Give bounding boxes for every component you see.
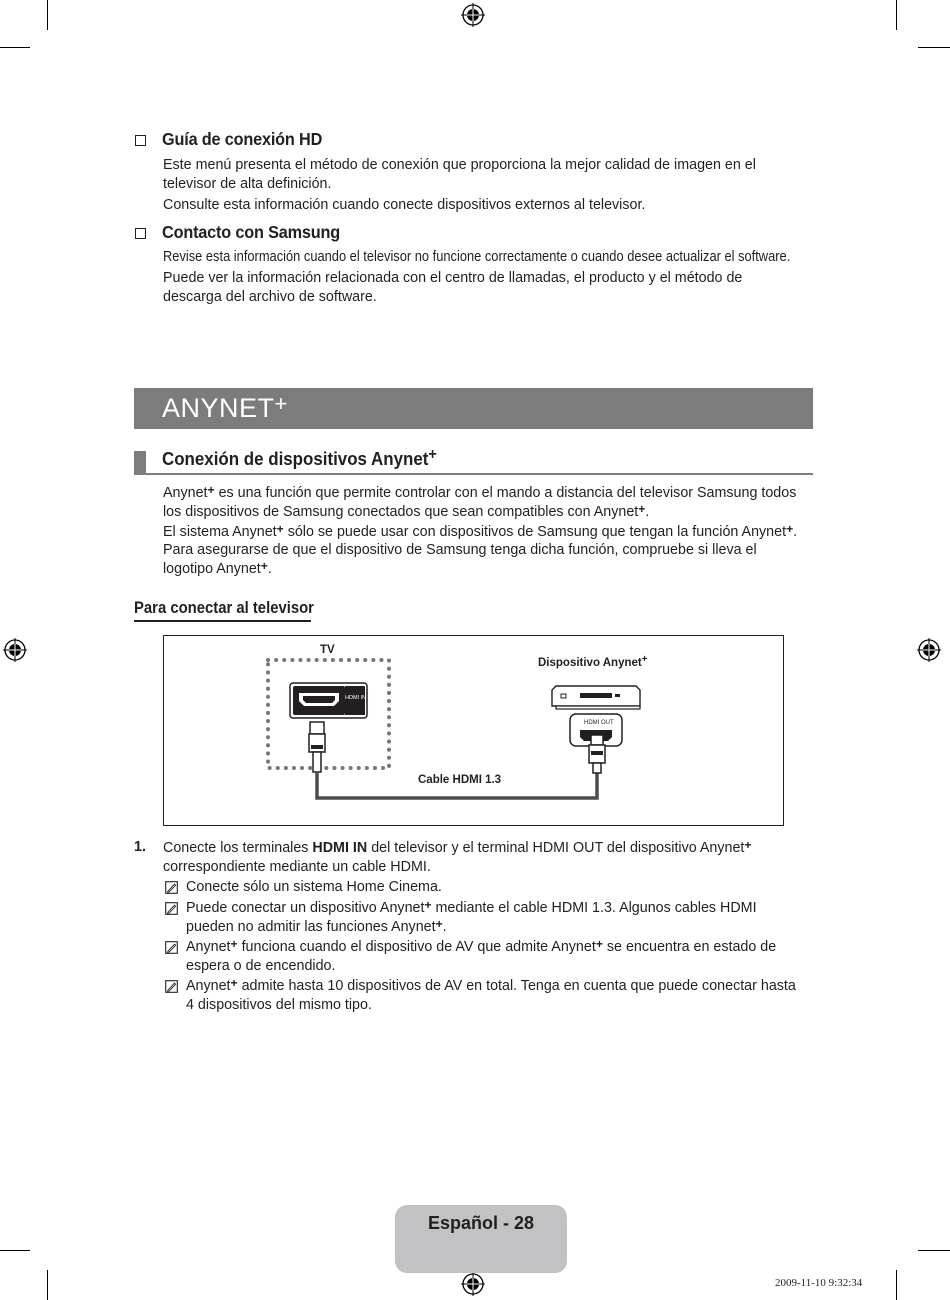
tv-label: TV	[320, 644, 335, 656]
crop-mark	[0, 47, 30, 48]
intro-line: Para asegurarse de que el dispositivo de Samsung tenga dicha función, compruebe si lleva el	[163, 542, 757, 558]
paragraph-line: Consulte esta información cuando conecte dispositivos externos al televisor.	[163, 197, 646, 213]
cable-label: Cable HDMI 1.3	[418, 774, 502, 786]
note-icon	[165, 902, 178, 915]
note-line: espera o de encendido.	[186, 958, 336, 974]
note-icon	[165, 941, 178, 954]
subheading: Para conectar al televisor	[134, 599, 314, 617]
note-icon	[165, 881, 178, 894]
note-line: Anynet+ admite hasta 10 dispositivos de AV en total. Tenga en cuenta que puede conectar hasta	[186, 976, 796, 994]
registration-mark-icon	[461, 1272, 485, 1296]
paragraph-line: Revise esta información cuando el televisor no funcione correctamente o cuando desee actualizar el software.	[163, 249, 791, 265]
crop-mark	[47, 0, 48, 30]
crop-mark	[47, 1270, 48, 1300]
heading-underline	[134, 473, 813, 475]
paragraph-line: televisor de alta definición.	[163, 176, 332, 192]
crop-mark	[918, 47, 950, 48]
page-number: Español - 28	[427, 1213, 535, 1233]
note-line: 4 dispositivos del mismo tipo.	[186, 997, 372, 1013]
hdmi-out-port-label: HDMI OUT	[584, 720, 614, 726]
connection-diagram	[163, 635, 784, 826]
print-timestamp: 2009-11-10 9:32:34	[775, 1277, 863, 1289]
paragraph-line: Puede ver la información relacionada con el centro de llamadas, el producto y el método de	[163, 270, 743, 286]
note-icon	[165, 980, 178, 993]
checkbox-bullet-icon	[135, 135, 146, 146]
connection-diagram-drawing	[164, 636, 785, 827]
chapter-banner	[134, 388, 813, 429]
paragraph-line: Este menú presenta el método de conexión que proporciona la mejor calidad de imagen en el	[163, 157, 756, 173]
checkbox-bullet-icon	[135, 228, 146, 239]
note-line: Conecte sólo un sistema Home Cinema.	[186, 879, 442, 895]
device-label: Dispositivo Anynet+	[538, 654, 648, 669]
hdmi-in-port-label: HDMI IN	[345, 695, 367, 701]
crop-mark	[896, 1270, 897, 1300]
intro-line: los dispositivos de Samsung conectados que sean compatibles con Anynet+.	[163, 502, 650, 520]
registration-mark-icon	[3, 638, 27, 662]
intro-line: El sistema Anynet+ sólo se puede usar con dispositivos de Samsung que tengan la función Anynet+.	[163, 522, 798, 540]
section-title-samsung-contact: Contacto con Samsung	[162, 222, 341, 242]
intro-line: logotipo Anynet+.	[163, 559, 272, 577]
heading-marker	[134, 451, 146, 473]
crop-mark	[896, 0, 897, 30]
step-line: Conecte los terminales HDMI IN del televisor y el terminal HDMI OUT del dispositivo Anynet+	[163, 838, 752, 856]
step-number: 1.	[134, 839, 146, 855]
section-title-hd-guide: Guía de conexión HD	[162, 129, 323, 149]
crop-mark	[918, 1250, 950, 1251]
chapter-title: ANYNET+	[162, 391, 288, 423]
intro-line: Anynet+ es una función que permite controlar con el mando a distancia del televisor Samsung todos	[163, 483, 797, 501]
note-line: Puede conectar un dispositivo Anynet+ mediante el cable HDMI 1.3. Algunos cables HDMI	[186, 898, 757, 916]
section-heading: Conexión de dispositivos Anynet+	[162, 446, 437, 469]
subheading-underline	[134, 620, 311, 622]
registration-mark-icon	[461, 3, 485, 27]
registration-mark-icon	[917, 638, 941, 662]
page-number-tab	[395, 1205, 567, 1273]
note-line: pueden no admitir las funciones Anynet+.	[186, 917, 447, 935]
note-line: Anynet+ funciona cuando el dispositivo de AV que admite Anynet+ se encuentra en estado de	[186, 937, 777, 955]
step-line: correspondiente mediante un cable HDMI.	[163, 859, 431, 875]
paragraph-line: descarga del archivo de software.	[163, 289, 377, 305]
crop-mark	[0, 1250, 30, 1251]
